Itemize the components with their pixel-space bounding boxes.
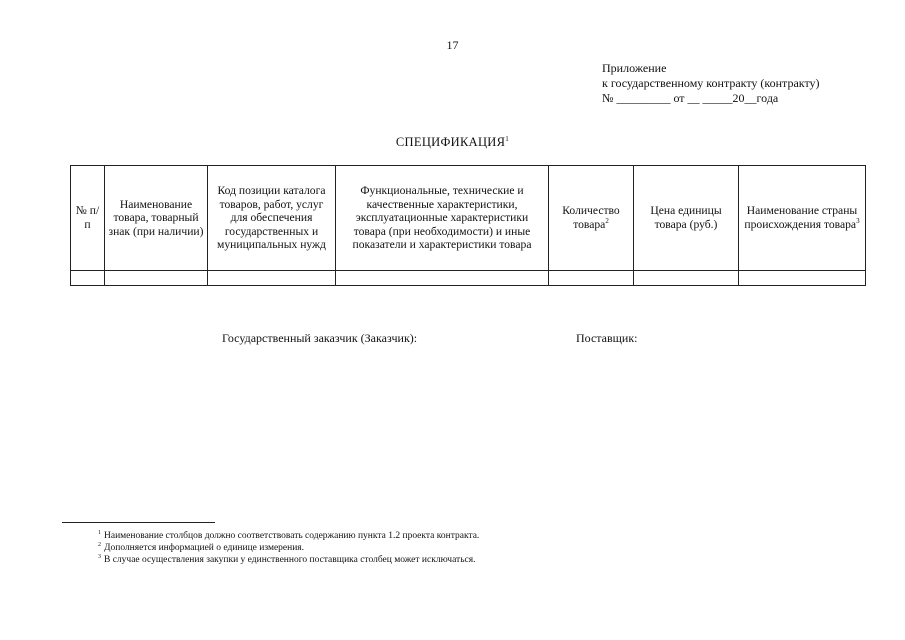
footnote-ref: 1: [505, 134, 510, 143]
table-cell[interactable]: [336, 271, 549, 286]
appendix-block: [602, 61, 820, 106]
footnotes: [98, 530, 479, 566]
table-cell[interactable]: [208, 271, 336, 286]
footnote-ref: 2: [605, 217, 609, 226]
table-header-row: [71, 166, 866, 271]
table-row: [71, 271, 866, 286]
table-cell[interactable]: [549, 271, 634, 286]
specification-table: [70, 165, 866, 286]
column-header-country-of-origin: Наименование страны происхождения товара$^3$: [739, 166, 866, 271]
document-title-text: СПЕЦИФИКАЦИЯ: [395, 135, 506, 149]
table-cell[interactable]: [105, 271, 208, 286]
footnote-item: $^3$ В случае осуществления закупки у единственного поставщика столбец может исключаться.: [98, 553, 476, 565]
column-header-characteristics: Функциональные, технические и качественные характеристики, эксплуатационные характеристики товара (при необходимости) и иные показатели и характеристики товара: [336, 166, 549, 271]
appendix-title: Приложение: [602, 61, 667, 75]
column-header-product-name: Наименование товара, товарный знак (при наличии): [105, 166, 208, 271]
footnote-divider: [62, 522, 215, 523]
customer-signature-label: Государственный заказчик (Заказчик):: [222, 331, 418, 345]
appendix-contract-ref: к государственному контракту (контракту): [602, 76, 820, 90]
document-title: [0, 135, 905, 150]
appendix-contract-number-date: № _________ от __ _____20__года: [602, 91, 779, 105]
column-header-unit-price: Цена единицы товара (руб.): [634, 166, 739, 271]
page-number: 17: [446, 38, 459, 52]
footnote-ref: 3: [856, 217, 860, 226]
table-cell[interactable]: [739, 271, 866, 286]
footnote-item: $^2$ Дополняется информацией о единице измерения.: [98, 541, 305, 553]
table-cell[interactable]: [634, 271, 739, 286]
column-header-number: № п/п: [71, 166, 105, 271]
column-header-quantity: Количество товара$^2$: [549, 166, 634, 271]
column-header-catalog-code: Код позиции каталога товаров, работ, услуг для обеспечения государственных и муниципальных нужд: [208, 166, 336, 271]
footnote-item: $^1$ Наименование столбцов должно соответствовать содержанию пункта 1.2 проекта контракта.: [98, 529, 480, 541]
supplier-signature-label: Поставщик:: [576, 331, 638, 345]
table-cell[interactable]: [71, 271, 105, 286]
